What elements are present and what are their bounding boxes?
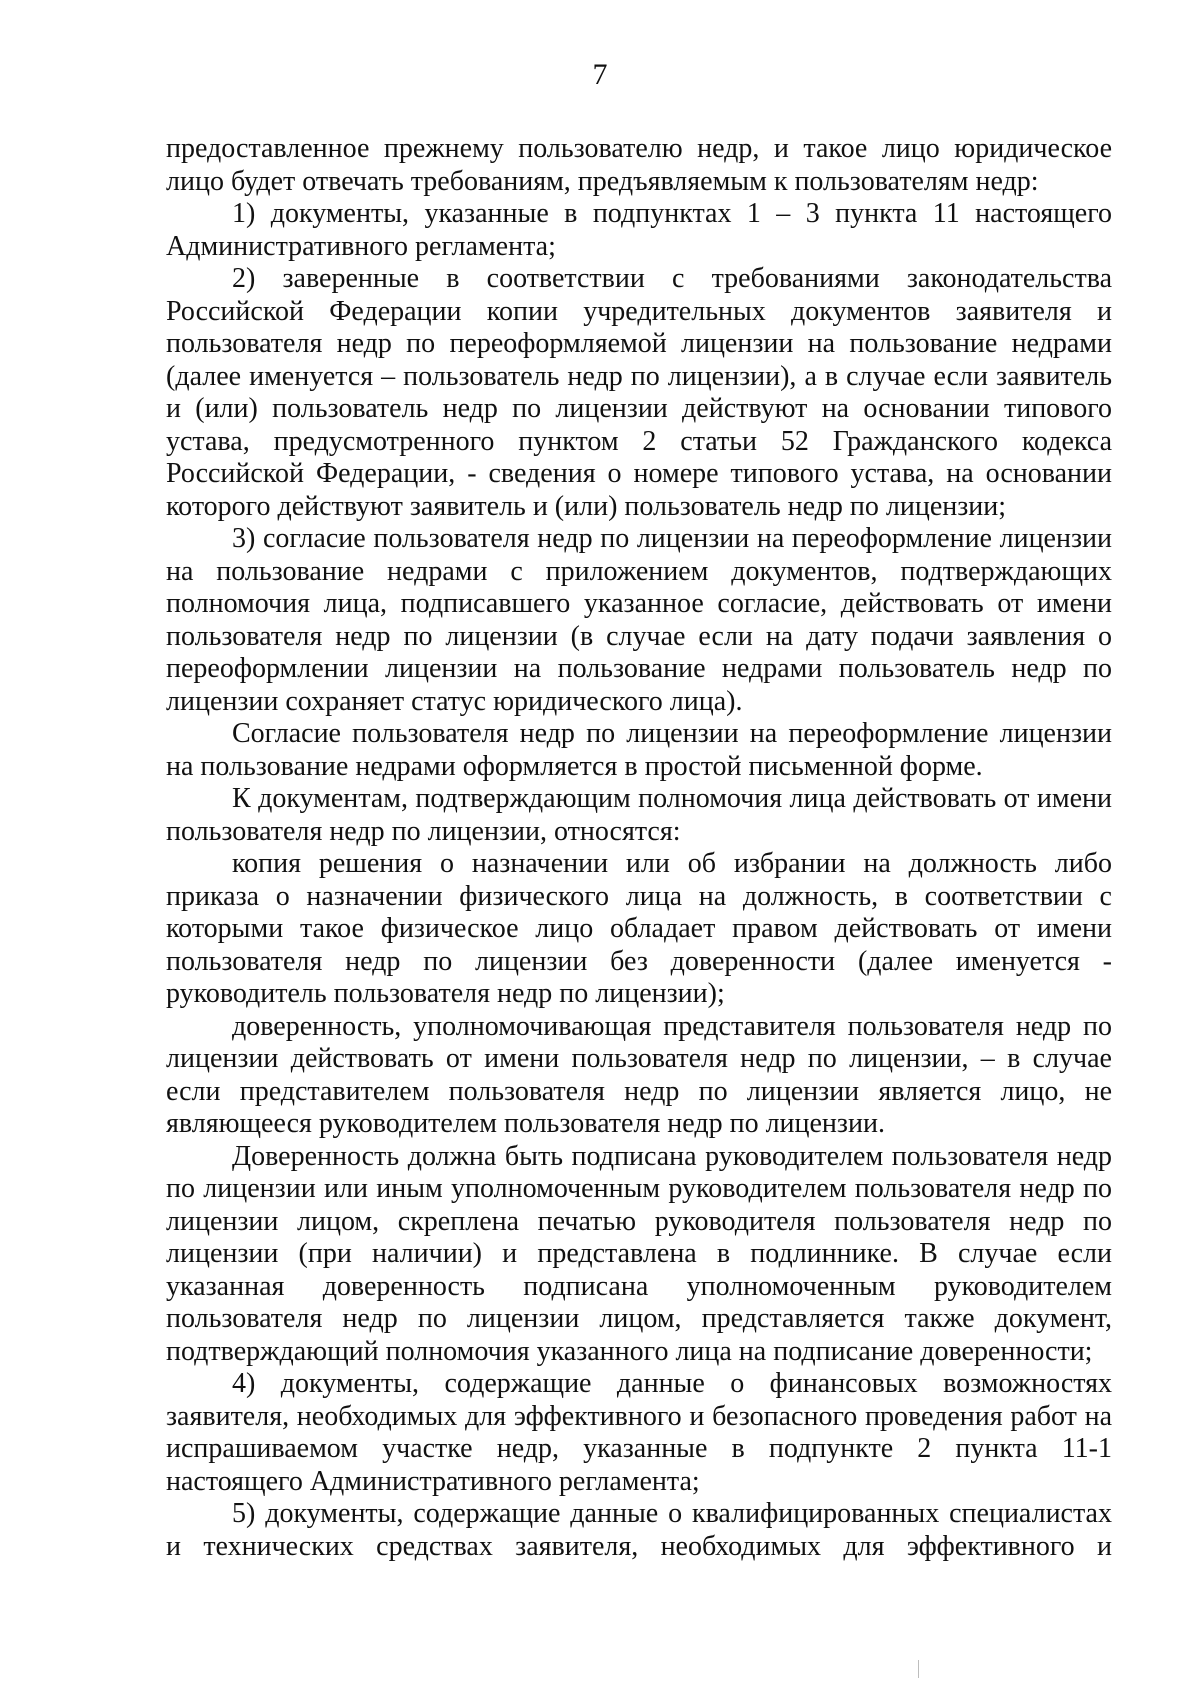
page-number: 7	[592, 58, 608, 91]
paragraph-attorney-signature: Доверенность должна быть подписана руководителем пользователя недр по лицензии или иным уполномоченным руководителем пользователя недр по лицензии лицом, скреплена печатью руководителя пользователя недр по лицензии (при наличии) и представлена в подлиннике. В случае если указанная доверенность подписана уполномоченным руководителем пользователя недр по лицензии лицом, представляется также документ, подтверждающий полномочия указанного лица на подписание доверенности;	[166, 1140, 1112, 1367]
paragraph-item-5: 5) документы, содержащие данные о квалифицированных специалистах и технических средствах заявителя, необходимых для эффективного и	[166, 1498, 1112, 1562]
paragraph-consent-form: Согласие пользователя недр по лицензии на переоформление лицензии на пользование недрами оформляется в простой письменной форме.	[166, 718, 1112, 782]
paragraph-appointment-copy: копия решения о назначении или об избрании на должность либо приказа о назначении физического лица на должность, в соответствии с которыми такое физическое лицо обладает правом действовать от имени пользователя недр по лицензии без доверенности (далее именуется - руководитель пользователя недр по лицензии);	[166, 848, 1112, 1009]
paragraph-continuation: предоставленное прежнему пользователю недр, и такое лицо юридическое лицо будет отвечать требованиям, предъявляемым к пользователям недр:	[166, 133, 1112, 197]
document-body	[166, 133, 1112, 1563]
paragraph-item-3: 3) согласие пользователя недр по лицензии на переоформление лицензии на пользование недрами с приложением документов, подтверждающих полномочия лица, подписавшего указанное согласие, действовать от имени пользователя недр по лицензии (в случае если на дату подачи заявления о переоформлении лицензии на пользование недрами пользователь недр по лицензии сохраняет статус юридического лица).	[166, 523, 1112, 717]
paragraph-item-2: 2) заверенные в соответствии с требованиями законодательства Российской Федерации копии учредительных документов заявителя и пользователя недр по переоформляемой лицензии на пользование недрами (далее именуется – пользователь недр по лицензии), а в случае если заявитель и (или) пользователь недр по лицензии действуют на основании типового устава, предусмотренного пунктом 2 статьи 52 Гражданского кодекса Российской Федерации, - сведения о номере типового устава, на основании которого действуют заявитель и (или) пользователь недр по лицензии;	[166, 263, 1112, 522]
paragraph-power-of-attorney: доверенность, уполномочивающая представителя пользователя недр по лицензии действовать от имени пользователя недр по лицензии, – в случае если представителем пользователя недр по лицензии является лицо, не являющееся руководителем пользователя недр по лицензии.	[166, 1010, 1112, 1139]
paragraph-item-1: 1) документы, указанные в подпунктах 1 – 3 пункта 11 настоящего Административного регламента;	[166, 198, 1112, 262]
paragraph-item-4: 4) документы, содержащие данные о финансовых возможностях заявителя, необходимых для эффективного и безопасного проведения работ на испрашиваемом участке недр, указанные в подпункте 2 пункта 11-1 настоящего Административного регламента;	[166, 1368, 1112, 1497]
paragraph-authority-documents: К документам, подтверждающим полномочия лица действовать от имени пользователя недр по лицензии, относятся:	[166, 783, 1112, 847]
scan-artifact-mark	[918, 1660, 919, 1678]
